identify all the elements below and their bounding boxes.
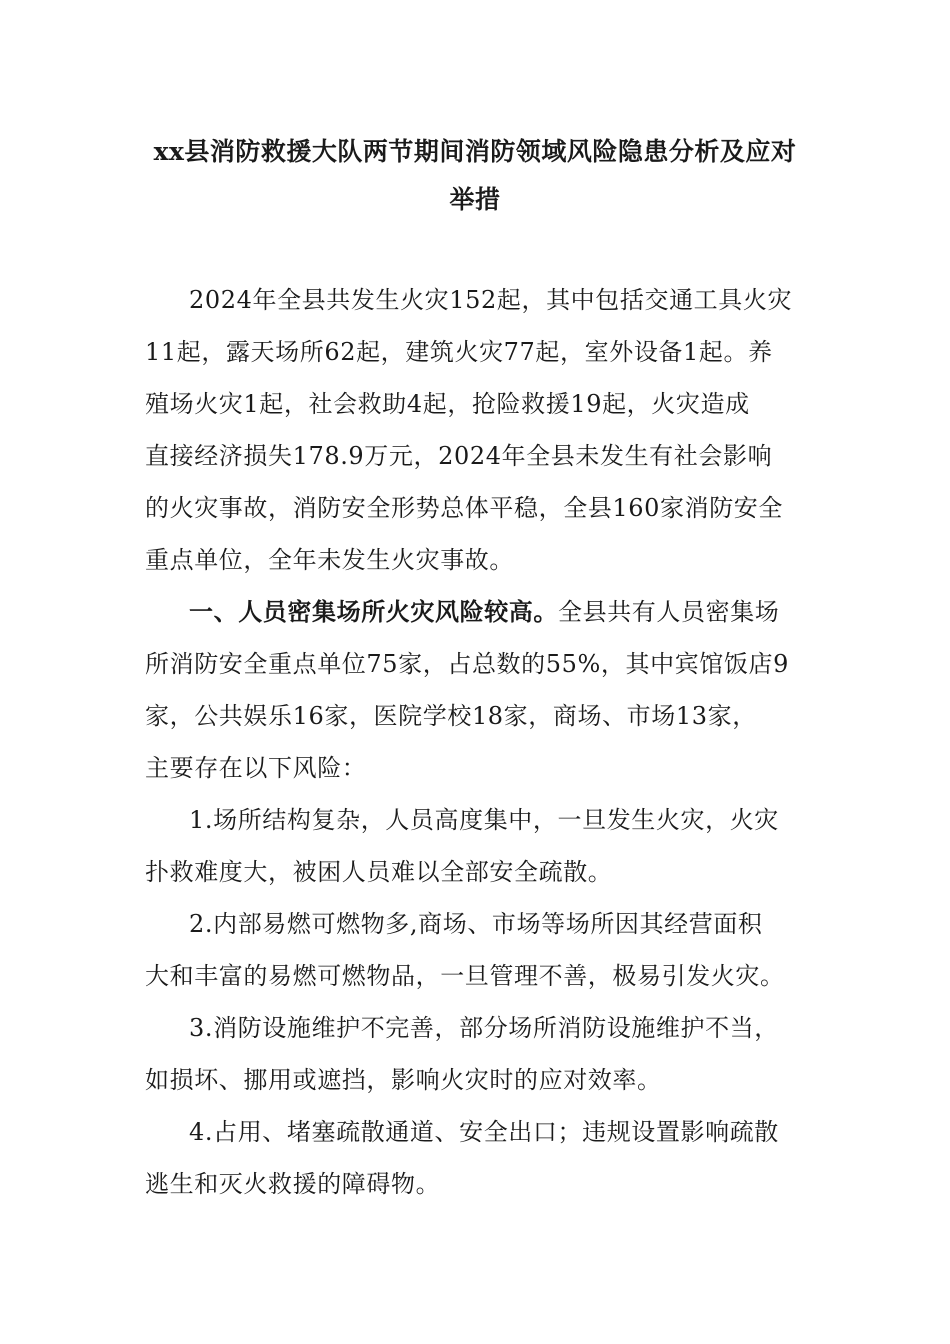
- text-line: 所消防安全重点单位75家，占总数的55%，其中宾馆饭店9: [145, 650, 789, 678]
- text-line: 主要存在以下风险：: [145, 754, 367, 782]
- text-line: 的火灾事故，消防安全形势总体平稳，全县160家消防安全: [145, 494, 784, 522]
- text-run: 全县共有人员密集场: [558, 598, 780, 626]
- paragraph-section-one: [145, 586, 805, 794]
- text-line: [145, 586, 805, 638]
- document-title: [145, 128, 805, 224]
- title-line: xx县消防救援大队两节期间消防领域风险隐患分析及应对: [153, 137, 797, 166]
- text-line: 扑救难度大，被困人员难以全部安全疏散。: [145, 858, 613, 886]
- paragraph-risk-2: [145, 898, 805, 1002]
- text-line: 如损坏、挪用或遮挡，影响火灾时的应对效率。: [145, 1066, 662, 1094]
- text-line: 11起，露天场所62起，建筑火灾77起，室外设备1起。养: [145, 338, 773, 366]
- paragraph-overview: [145, 274, 805, 586]
- text-line: 2.内部易燃可燃物多,商场、市场等场所因其经营面积: [189, 910, 763, 938]
- text-line: 家，公共娱乐16家，医院学校18家，商场、市场13家，: [145, 702, 757, 730]
- paragraph-risk-1: [145, 794, 805, 898]
- document-body: [145, 274, 805, 1210]
- section-heading: 一、人员密集场所火灾风险较高。: [189, 597, 558, 626]
- text-line: 大和丰富的易燃可燃物品，一旦管理不善，极易引发火灾。: [145, 962, 785, 990]
- text-line: 2024年全县共发生火灾152起，其中包括交通工具火灾: [189, 286, 793, 314]
- text-line: 1.场所结构复杂，人员高度集中，一旦发生火灾，火灾: [189, 806, 779, 834]
- document-page: [145, 128, 805, 1210]
- text-line: 4.占用、堵塞疏散通道、安全出口；违规设置影响疏散: [189, 1118, 779, 1146]
- paragraph-risk-3: [145, 1002, 805, 1106]
- title-line: 举措: [449, 185, 501, 214]
- text-line: 殖场火灾1起，社会救助4起，抢险救援19起，火灾造成: [145, 390, 750, 418]
- text-line: 直接经济损失178.9万元，2024年全县未发生有社会影响: [145, 442, 773, 470]
- paragraph-risk-4: [145, 1106, 805, 1210]
- text-line: 逃生和灭火救援的障碍物。: [145, 1170, 441, 1198]
- text-line: 重点单位，全年未发生火灾事故。: [145, 546, 514, 574]
- text-line: 3.消防设施维护不完善，部分场所消防设施维护不当，: [189, 1014, 779, 1042]
